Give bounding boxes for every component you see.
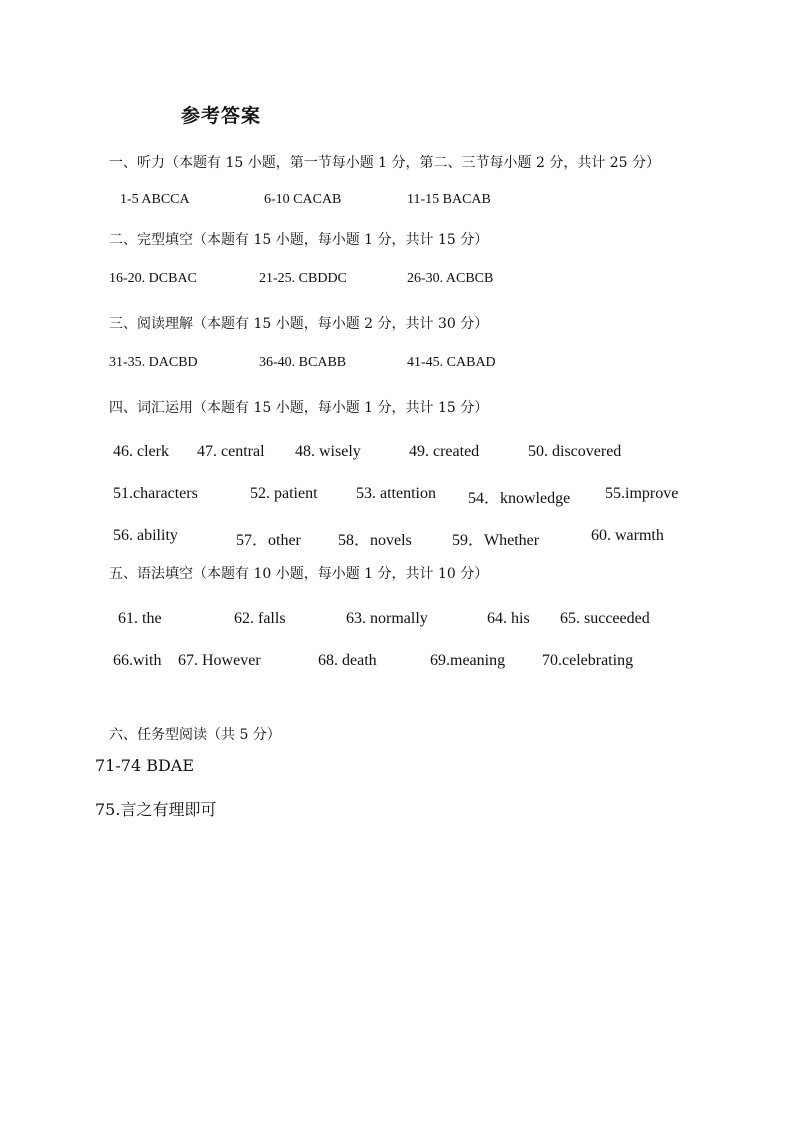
answer-item: 66.with bbox=[113, 652, 162, 669]
page-title: 参考答案 bbox=[181, 105, 262, 127]
section-heading-vocabulary: 四、词汇运用（本题有 15 小题，每小题 1 分，共计 15 分） bbox=[109, 400, 489, 416]
answer-item: 54．knowledge bbox=[468, 490, 571, 507]
section-heading-listening: 一、听力（本题有 15 小题，第一节每小题 1 分，第二、三节每小题 2 分，共计 25 分） bbox=[109, 155, 661, 171]
answer-group: 6-10 CACAB bbox=[264, 192, 342, 207]
answer-item: 59．Whether bbox=[452, 532, 540, 549]
answer-item: 65. succeeded bbox=[560, 610, 650, 627]
answer-item: 63. normally bbox=[346, 610, 428, 627]
answer-item: 70.celebrating bbox=[542, 652, 634, 669]
answer-item: 61. the bbox=[118, 610, 162, 627]
answer-item: 56. ability bbox=[113, 527, 178, 544]
answer-item: 69.meaning bbox=[430, 652, 506, 669]
answer-group: 11-15 BACAB bbox=[407, 192, 491, 207]
answer-line: 71-74 BDAE bbox=[95, 756, 195, 775]
answer-item: 55.improve bbox=[605, 485, 679, 502]
answer-item: 57．other bbox=[236, 532, 301, 549]
answer-group: 31-35. DACBD bbox=[109, 355, 198, 370]
answer-group: 21-25. CBDDC bbox=[259, 271, 347, 286]
answer-line: 75.言之有理即可 bbox=[95, 800, 217, 819]
answer-group: 1-5 ABCCA bbox=[120, 192, 190, 207]
answer-item: 64. his bbox=[487, 610, 530, 627]
answer-item: 67. However bbox=[178, 652, 261, 669]
answer-item: 58．novels bbox=[338, 532, 412, 549]
answer-group: 36-40. BCABB bbox=[259, 355, 347, 370]
answer-item: 52. patient bbox=[250, 485, 318, 502]
answer-item: 48. wisely bbox=[295, 443, 361, 460]
section-heading-grammar: 五、语法填空（本题有 10 小题，每小题 1 分，共计 10 分） bbox=[109, 566, 489, 582]
answer-item: 53. attention bbox=[356, 485, 436, 502]
answer-item: 49. created bbox=[409, 443, 480, 460]
section-heading-cloze: 二、完型填空（本题有 15 小题，每小题 1 分，共计 15 分） bbox=[109, 232, 489, 248]
section-heading-reading: 三、阅读理解（本题有 15 小题，每小题 2 分，共计 30 分） bbox=[109, 316, 489, 332]
answer-item: 62. falls bbox=[234, 610, 286, 627]
answer-item: 51.characters bbox=[113, 485, 198, 502]
answer-item: 50. discovered bbox=[528, 443, 622, 460]
answer-group: 16-20. DCBAC bbox=[109, 271, 197, 286]
answer-item: 68. death bbox=[318, 652, 377, 669]
answer-item: 46. clerk bbox=[113, 443, 169, 460]
answer-item: 60. warmth bbox=[591, 527, 664, 544]
answer-group: 26-30. ACBCB bbox=[407, 271, 494, 286]
answer-group: 41-45. CABAD bbox=[407, 355, 496, 370]
answer-item: 47. central bbox=[197, 443, 265, 460]
section-heading-task-reading: 六、任务型阅读（共 5 分） bbox=[109, 727, 281, 743]
